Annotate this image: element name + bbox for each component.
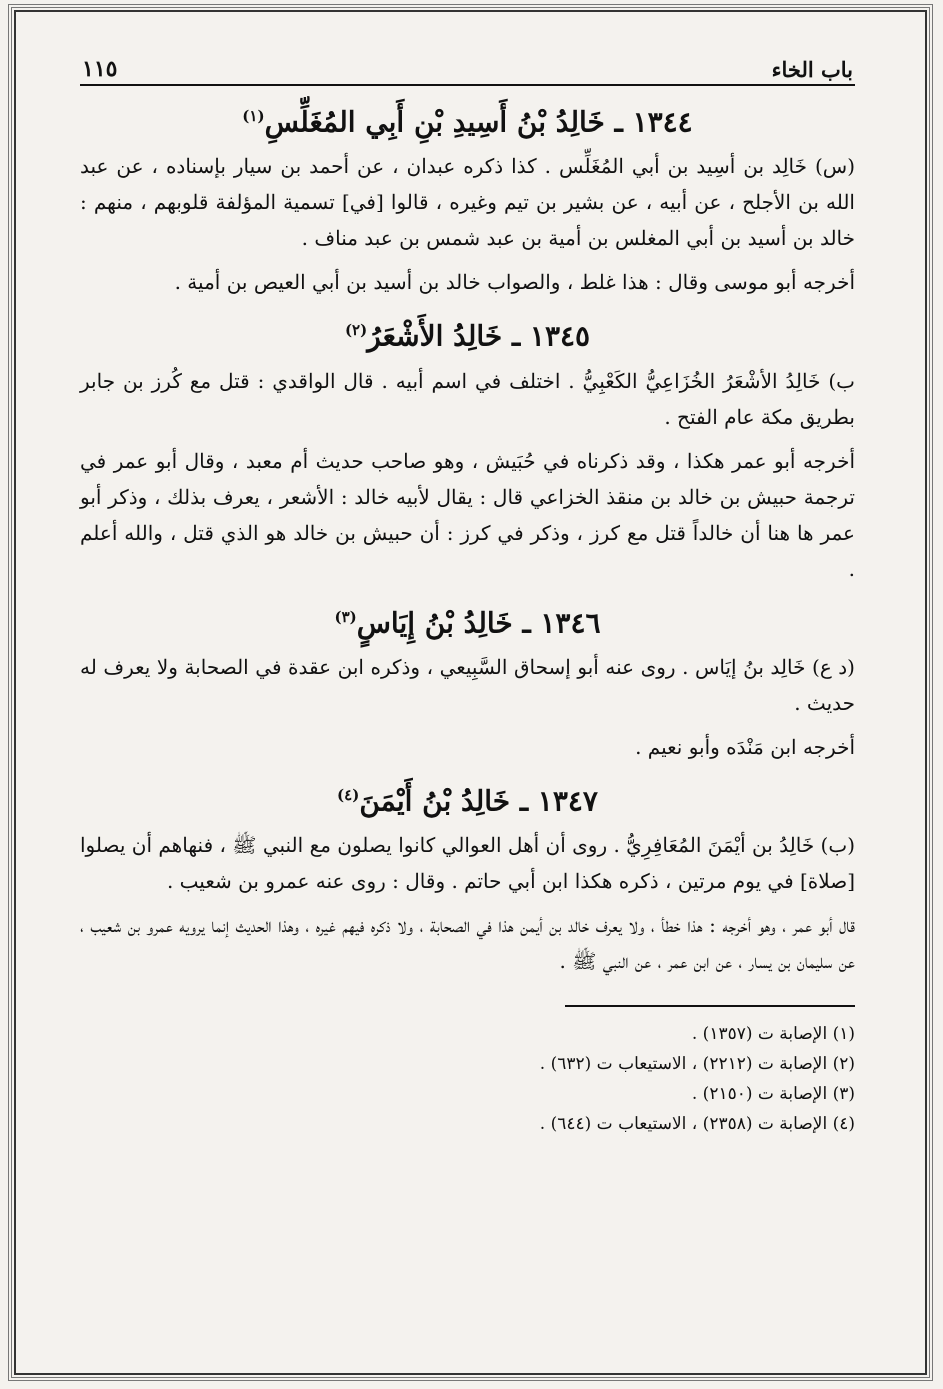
page-header <box>80 52 855 86</box>
footnote-ref: (١) <box>242 107 265 125</box>
page-number: ١١٥ <box>82 56 118 82</box>
entry-paragraph: (د ع) خَالِد بنُ إيَاس . روى عنه أبو إسحاق السَّبِيعي ، وذكره ابن عقدة في الصحابة ولا يعرف له حديث . <box>80 654 855 715</box>
entry <box>80 775 855 979</box>
entry-title-text: ١٣٤٦ ـ خَالِدُ بْنُ إِيَاسٍ <box>356 605 601 639</box>
footnote-ref: (٤) <box>337 785 360 804</box>
entry-title-text: ١٣٤٥ ـ خَالِدُ الأَشْعَرُ <box>367 319 591 353</box>
entry-title <box>80 96 855 142</box>
entry-paragraph: ب) خَالِدُ الأشْعَرُ الخُزَاعِيُّ الكَعْبِيُّ . اختلف في اسم أبيه . قال الواقدي : قتل مع كُرز بن جابر بطريق مكة عام الفتح . <box>80 368 855 429</box>
entry-title <box>80 597 855 643</box>
entry-paragraph: أخرجه ابن مَنْدَه وأبو نعيم . <box>635 734 855 759</box>
footnote: (٣) الإصابة ت (٢١٥٠) . <box>691 1084 855 1105</box>
footnote: (١) الإصابة ت (١٣٥٧) . <box>691 1024 855 1045</box>
footnote: (٢) الإصابة ت (٢٢١٢) ، الاستيعاب ت (٦٣٢) . <box>539 1054 855 1075</box>
footnote-ref: (٢) <box>344 321 368 340</box>
footnote: (٤) الإصابة ت (٢٣٥٨) ، الاستيعاب ت (٦٤٤) . <box>539 1114 855 1135</box>
entry-paragraph: أخرجه أبو عمر هكذا ، وقد ذكرناه في حُبَيش ، وهو صاحب حديث أم معبد ، وقال أبو عمر في ترجمة حبيش بن خالد بن منقذ الخزاعي قال : يقال لأبيه خالد : الأشعر ، يعرف بذلك ، وذكر أبو عمر ها هنا أن خالداً قتل مع كرز ، وذكر في كرز : أن حبيش بن خالد هو الذي قتل ، والله أعلم . <box>80 448 855 581</box>
entry-paragraph: أخرجه أبو موسى وقال : هذا غلط ، والصواب خالد بن أسيد بن أبي العيص بن أمية . <box>174 270 855 295</box>
entry <box>80 310 855 586</box>
footnote-divider <box>565 1005 855 1007</box>
footnotes <box>80 1019 855 1139</box>
entry <box>80 597 855 765</box>
entry-paragraph: قال أبو عمر ، وهو أخرجه : هذا خطأ ، ولا يعرف خالد بن أيمن هذا في الصحابة ، ولا ذكره فيهم غيره ، وهذا الحديث إنما يرويه عمرو بن شعيب ، عن سليمان بن يسار ، عن ابن عمر ، عن النبي ﷺ . <box>80 913 855 974</box>
entry-paragraph: (س) خَالِد بن أسِيد بن أبي المُغَلِّس . كذا ذكره عبدان ، عن أحمد بن سيار بإسناده ، عن عبد الله بن الأجلح ، عن أبيه ، عن بشير بن تيم وغيره ، قالوا [في] تسمية المؤلفة قلوبهم ، منهم : خالد بن أسيد بن أبي المغلس بن أمية بن عبد شمس بن عبد مناف . <box>80 154 855 251</box>
running-title: باب الخاء <box>771 57 853 82</box>
footnote-ref: (٣) <box>334 607 357 626</box>
book-page <box>80 52 855 1352</box>
entry <box>80 96 855 300</box>
entry-paragraph: (ب) خَالِدُ بن أيْمَنَ المُعَافِرِيُّ . روى أن أهل العوالي كانوا يصلون مع النبي ﷺ ، فنهاهم أن يصلوا [صلاة] في يوم مرتين ، ذكره هكذا ابن أبي حاتم . وقال : روى عنه عمرو بن شعيب . <box>79 833 855 894</box>
entry-title-text: ١٣٤٤ ـ خَالِدُ بْنُ أَسِيدِ بْنِ أَبِي المُغَلِّسِ <box>264 105 693 139</box>
entry-title <box>80 310 855 356</box>
entry-title <box>80 775 855 821</box>
entry-title-text: ١٣٤٧ ـ خَالِدُ بْنُ أَيْمَنَ <box>359 784 598 818</box>
